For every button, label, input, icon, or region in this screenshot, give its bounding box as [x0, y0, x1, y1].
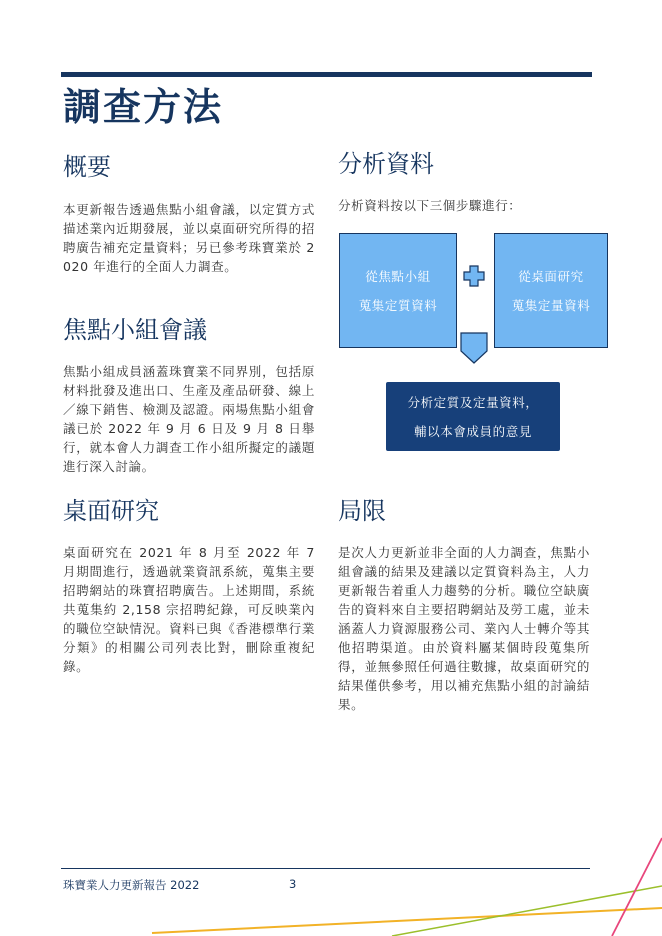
analysis-intro: 分析資料按以下三個步驟進行： [338, 198, 522, 213]
box-result-line2: 輔以本會成員的意見 [414, 423, 532, 439]
overview-text: 本更新報告透過焦點小組會議，以定質方式描述業內近期發展，並以桌面研究所得的招聘廣告補充定量資料；另已參考珠寶業於 2020 年進行的全面人力調查。 [63, 202, 315, 274]
deco-green-line [392, 886, 662, 936]
analysis-title: 分析資料 [338, 150, 434, 178]
focus-group-text: 焦點小組成員涵蓋珠寶業不同界別，包括原材料批發及進出口、生產及產品研發、線上／線下銷售、檢測及認證。兩場焦點小組會議已於 2022 年 9 月 6 日及 9 月 8 日舉行，就本會人力調查工作小組所擬定的議題進行深入討論。 [63, 364, 315, 474]
box-right-line1: 從桌面研究 [518, 268, 584, 284]
box-right-line2: 蒐集定量資料 [511, 297, 591, 313]
limitations-text: 是次人力更新並非全面的人力調查，焦點小組會議的結果及建議以定質資料為主，人力更新報告着重人力趨勢的分析。職位空缺廣告的資料來自主要招聘網站及勞工處，並未涵蓋人力資源服務公司、業內人士轉介等其他招聘渠道。由於資料屬某個時段蒐集所得，並無參照任何過往數據，故桌面研究的結果僅供參考，用以補充焦點小組的討論結果。 [338, 545, 590, 712]
focus-group-title: 焦點小組會議 [63, 316, 207, 344]
box-left-line2: 蒐集定質資料 [358, 297, 438, 313]
footer-report-name: 珠寶業人力更新報告 2022 [63, 878, 200, 892]
desk-research-title: 桌面研究 [63, 497, 159, 525]
limitations-title: 局限 [338, 497, 386, 525]
box-result-line1: 分析定質及定量資料， [407, 394, 539, 410]
desk-research-text: 桌面研究在 2021 年 8 月至 2022 年 7 月期間進行，透過就業資訊系統，蒐集主要招聘網站的珠寶招聘廣告。上述期間，系統共蒐集約 2,158 宗招聘紀錄，可反映業內的職位空缺情況。資料已與《香港標準行業分類》的相關公司列表比對，刪除重複紀錄。 [63, 545, 315, 674]
footer-page-number: 3 [289, 877, 297, 891]
page-title: 調查方法 [63, 85, 224, 129]
box-left-line1: 從焦點小組 [365, 268, 431, 284]
deco-yellow-line [152, 908, 662, 933]
overview-title: 概要 [63, 153, 111, 181]
